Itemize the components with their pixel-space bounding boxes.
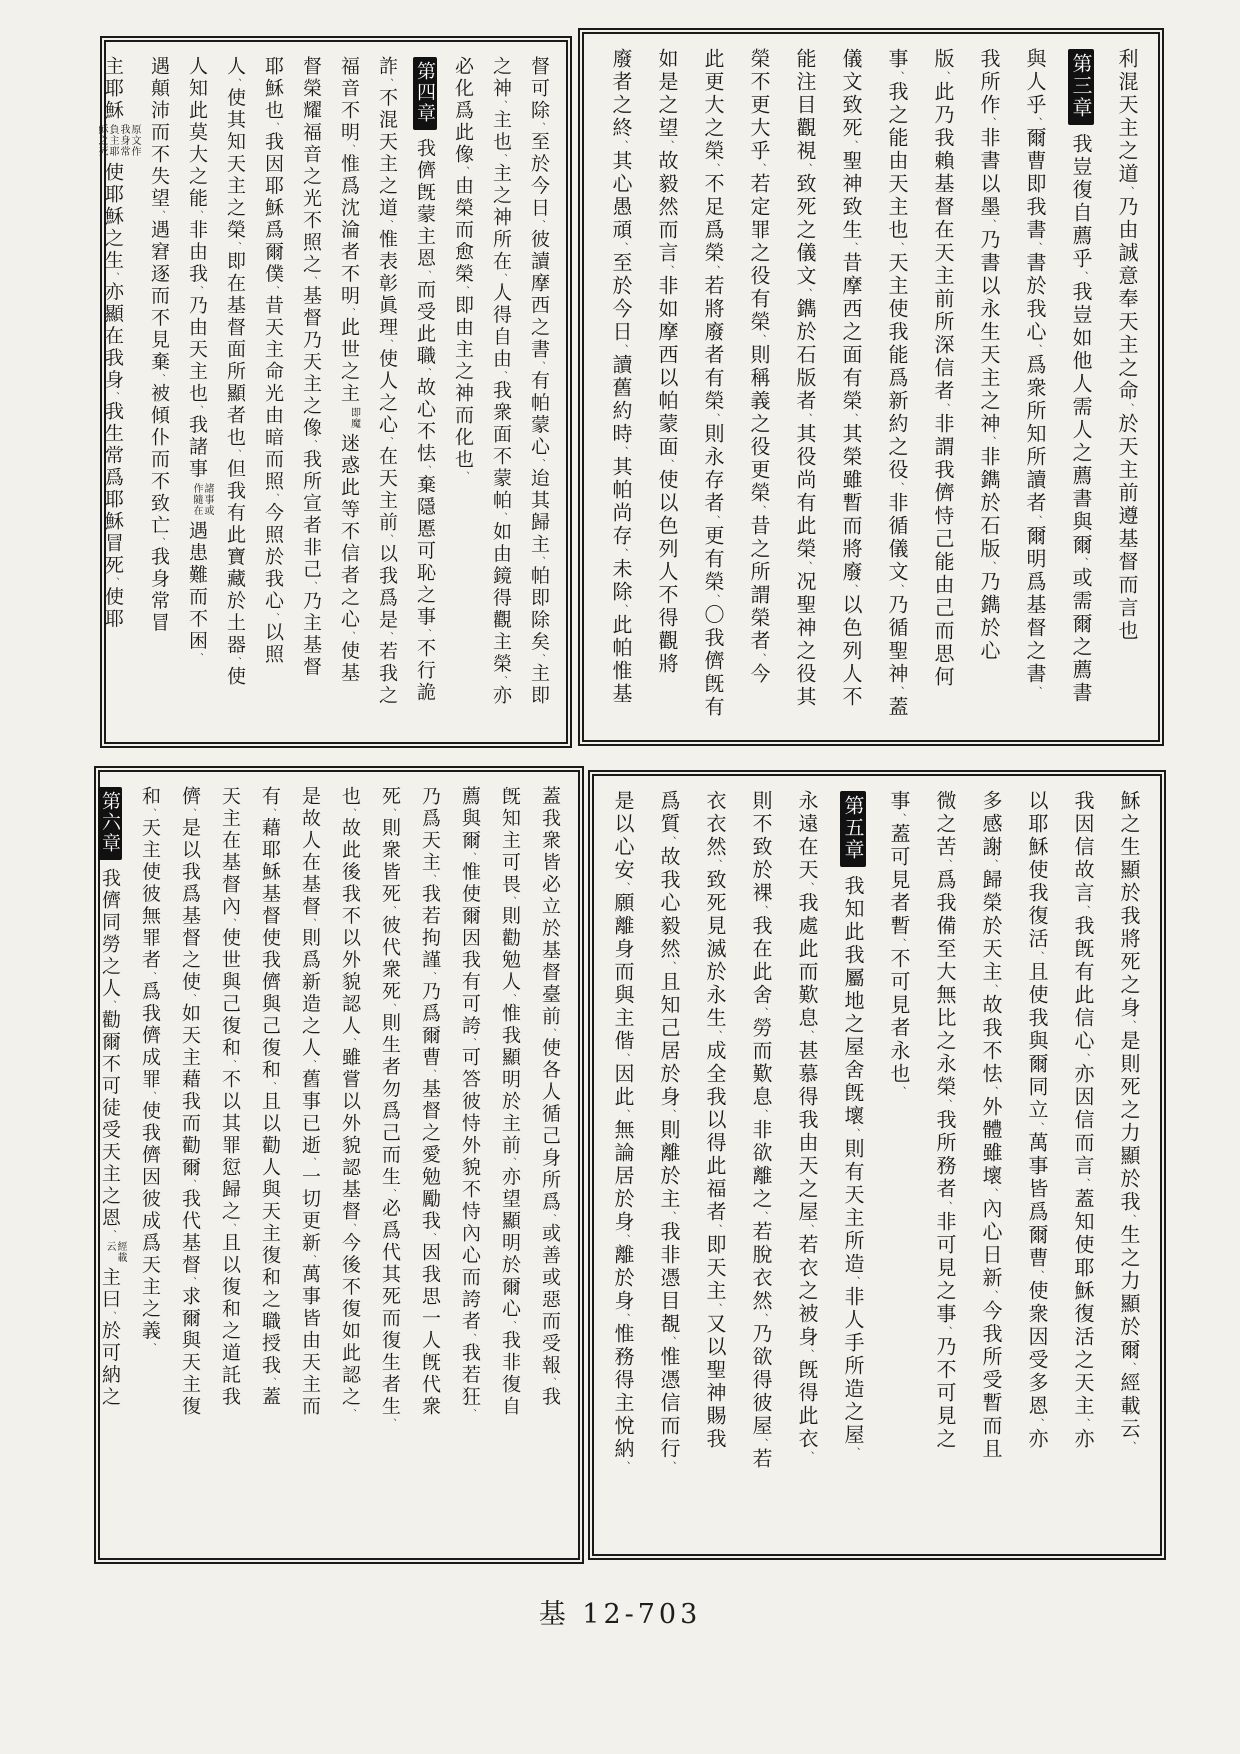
- punctuation-mark: 、: [984, 219, 995, 229]
- punctuation-mark: 、: [800, 288, 811, 298]
- punctuation-mark: 、: [984, 436, 995, 446]
- text-block-bottom-right: [588, 770, 1166, 1560]
- punctuation-mark: 、: [618, 882, 629, 892]
- text-column: 是故人在基督、則爲新造之人、舊事已逝、一切更新、萬事皆由天主而: [299, 786, 321, 1418]
- punctuation-mark: 、: [420, 367, 431, 377]
- text-column: 第四章我儕旣蒙主恩、而受此職、故心不怯、棄隱慝可恥之事、不行詭: [406, 56, 444, 728]
- punctuation-mark: 、: [1030, 242, 1041, 252]
- punctuation-mark: 、: [986, 1290, 997, 1300]
- punctuation-mark: 、: [465, 1408, 476, 1418]
- punctuation-mark: 、: [984, 561, 995, 571]
- punctuation-mark: 、: [230, 78, 241, 88]
- punctuation-mark: 、: [496, 370, 507, 380]
- punctuation-mark: 、: [848, 1128, 859, 1138]
- punctuation-mark: 、: [1032, 1270, 1043, 1280]
- punctuation-mark: 、: [756, 1313, 767, 1323]
- punctuation-mark: 、: [306, 581, 317, 591]
- text-column: 永遠在天、我處此而歎息、甚慕得我由天之屋、若衣之被身、旣得此衣、: [795, 790, 819, 1461]
- text-column: 必化爲此像、由榮而愈榮、即由主之神而化也、: [452, 56, 474, 481]
- punctuation-mark: 、: [1124, 1362, 1135, 1372]
- punctuation-mark: 、: [108, 577, 119, 587]
- text-column: 多感謝、歸榮於天主、故我不怯、外體雖壞、內心日新、今我所受暫而且: [979, 790, 1003, 1461]
- text-column: 督可除、至於今日、彼讀摩西之書、有帕蒙心、迨其歸主、帕即除矣、主即: [528, 56, 550, 707]
- punctuation-mark: 、: [802, 1030, 813, 1040]
- punctuation-mark: 、: [465, 852, 476, 862]
- punctuation-mark: 、: [145, 971, 156, 981]
- punctuation-mark: 、: [618, 1461, 629, 1471]
- punctuation-mark: 、: [892, 242, 903, 252]
- punctuation-mark: 、: [1032, 1122, 1043, 1132]
- text-block-top-left: [96, 36, 572, 748]
- punctuation-mark: 、: [458, 285, 469, 295]
- text-column: 詐、不混天主之道、惟表彰眞理、使人之心、在天主前、以我爲是、若我之: [376, 56, 398, 707]
- punctuation-mark: 、: [662, 265, 673, 275]
- text-column: 第六章我儕同勞之人、勸爾不可徒受天主之恩、經載云主曰、於可納之: [90, 786, 130, 1544]
- punctuation-mark: 、: [618, 1313, 629, 1323]
- punctuation-mark: 、: [846, 584, 857, 594]
- text-column: 旣知主可畏、則勸勉人、惟我顯明於主前、亦望顯明於爾心、我非復自: [499, 786, 521, 1418]
- text-column: 儀文致死、聖神致生、昔摩西之面有榮、其榮雖暫而將廢、以色列人不: [839, 48, 863, 709]
- punctuation-mark: 、: [756, 1211, 767, 1221]
- text-column: 人、使其知天主之榮、即在基督面所顯者也、但我有此寶藏於土器、使: [224, 56, 246, 688]
- chapter-heading: 第四章: [413, 57, 437, 130]
- punctuation-mark: 、: [385, 1188, 396, 1198]
- punctuation-mark: 、: [385, 808, 396, 818]
- punctuation-mark: 、: [534, 219, 545, 229]
- punctuation-mark: 、: [708, 594, 719, 604]
- punctuation-mark: 、: [385, 1003, 396, 1013]
- punctuation-mark: 、: [108, 391, 119, 401]
- punctuation-mark: 、: [708, 265, 719, 275]
- punctuation-mark: 、: [1078, 1053, 1089, 1063]
- text-column: 乃爲天主、我若拘謹、乃爲爾曹、基督之愛勉勵我、因我思一人旣代衆: [419, 786, 441, 1418]
- punctuation-mark: 、: [225, 918, 236, 928]
- punctuation-mark: 、: [938, 71, 949, 81]
- punctuation-mark: 、: [894, 1086, 905, 1096]
- text-column: 爲質、故我心毅然、且知己居於身、則離於主、我非憑目覩、惟憑信而行、: [657, 790, 681, 1471]
- text-column: 儕、是以我爲基督之使、如天主藉我而勸爾、我代基督、求爾與天主復: [179, 786, 201, 1418]
- text-column: 天主在基督內、使世與己復和、不以其罪愆歸之、且以復和之道託我: [219, 786, 241, 1409]
- text-column: 薦與爾、惟使爾因我有可誇、可答彼恃外貌不恃內心而誇者、我若狂、: [459, 786, 481, 1418]
- punctuation-mark: 、: [425, 1232, 436, 1242]
- chapter-heading: 第三章: [1068, 49, 1094, 125]
- punctuation-mark: 、: [846, 242, 857, 252]
- punctuation-mark: 、: [848, 1276, 859, 1286]
- punctuation-mark: 、: [664, 1336, 675, 1346]
- text-column: 遇顛沛而不失望、遇窘逐而不見棄、被傾仆而不致亡、我身常冒: [148, 56, 170, 635]
- punctuation-mark: 、: [345, 808, 356, 818]
- punctuation-mark: 、: [754, 505, 765, 515]
- punctuation-mark: 、: [534, 361, 545, 371]
- punctuation-mark: 、: [800, 413, 811, 423]
- text-column: 福音不明、惟爲沈淪者不明、此世之主即魔迷惑此等不信者之心、使基: [338, 56, 360, 685]
- text-column: 督榮耀福音之光不照之、基督乃天主之像、我所宣者非己、乃主基督: [300, 56, 322, 679]
- punctuation-mark: 、: [496, 675, 507, 685]
- punctuation-mark: 、: [505, 993, 516, 1003]
- punctuation-mark: 、: [846, 140, 857, 150]
- punctuation-mark: 、: [105, 1311, 116, 1321]
- punctuation-mark: 、: [265, 1377, 276, 1387]
- punctuation-mark: 、: [185, 1179, 196, 1189]
- punctuation-mark: 、: [664, 1211, 675, 1221]
- punctuation-mark: 、: [505, 1157, 516, 1167]
- punctuation-mark: 、: [802, 1349, 813, 1359]
- text-column: 則不致於裸、我在此舍、勞而歎息、非欲離之、若脫衣然、乃欲得彼屋、若: [749, 790, 773, 1471]
- punctuation-mark: 、: [385, 905, 396, 915]
- punctuation-mark: 、: [534, 556, 545, 566]
- punctuation-mark: 、: [268, 612, 279, 622]
- text-column: 與人乎、爾曹即我書、書於我心、爲衆所知所讀者、爾明爲基督之書、: [1023, 48, 1047, 696]
- punctuation-mark: 、: [894, 938, 905, 948]
- punctuation-mark: 、: [664, 1461, 675, 1471]
- inline-annotation-note: 經載云: [104, 1241, 126, 1263]
- punctuation-mark: 、: [710, 1030, 721, 1040]
- punctuation-mark: 、: [940, 1099, 951, 1109]
- punctuation-mark: 、: [305, 918, 316, 928]
- punctuation-mark: 、: [894, 813, 905, 823]
- punctuation-mark: 、: [1078, 1178, 1089, 1188]
- punctuation-mark: 、: [892, 584, 903, 594]
- punctuation-mark: 、: [192, 285, 203, 295]
- punctuation-mark: 、: [710, 1224, 721, 1234]
- punctuation-mark: 、: [382, 534, 393, 544]
- punctuation-mark: 、: [1032, 951, 1043, 961]
- punctuation-mark: 、: [534, 653, 545, 663]
- punctuation-mark: 、: [1030, 117, 1041, 127]
- punctuation-mark: 、: [306, 276, 317, 286]
- punctuation-mark: 、: [534, 458, 545, 468]
- punctuation-mark: 、: [265, 1081, 276, 1091]
- punctuation-mark: 、: [505, 1320, 516, 1330]
- punctuation-mark: 、: [708, 163, 719, 173]
- text-column: 穌之生顯於我將死之身、是則死之力顯於我、生之力顯於爾、經載云、: [1117, 790, 1141, 1451]
- punctuation-mark: 、: [420, 465, 431, 475]
- punctuation-mark: 、: [458, 166, 469, 176]
- punctuation-mark: 、: [708, 413, 719, 423]
- punctuation-mark: 、: [344, 307, 355, 317]
- punctuation-mark: 、: [848, 1447, 859, 1457]
- text-column: 事、我之能由天主也、天主使我能爲新約之役、非循儀文、乃循聖神、蓋: [885, 48, 909, 719]
- punctuation-mark: 、: [664, 836, 675, 846]
- text-column: 是以心安、願離身而與主偕、因此、無論居於身、離於身、惟務得主悅納、: [611, 790, 635, 1471]
- punctuation-mark: 、: [154, 373, 165, 383]
- punctuation-mark: 、: [1078, 905, 1089, 915]
- punctuation-mark: 、: [1122, 186, 1133, 196]
- punctuation-mark: 、: [425, 874, 436, 884]
- text-column: 蓋我衆皆必立於基督臺前、使各人循己身所爲、或善或惡而受報、我: [539, 786, 561, 1409]
- punctuation-mark: 、: [265, 808, 276, 818]
- text-column: 也、故此後我不以外貌認人、雖嘗以外貌認基督、今後不復如此認之、: [339, 786, 361, 1418]
- punctuation-mark: 、: [145, 808, 156, 818]
- page-number: 基 12-703: [538, 1599, 702, 1630]
- punctuation-mark: 、: [306, 439, 317, 449]
- punctuation-mark: 、: [756, 905, 767, 915]
- punctuation-mark: 、: [616, 140, 627, 150]
- punctuation-mark: 、: [1030, 515, 1041, 525]
- punctuation-mark: 、: [710, 859, 721, 869]
- punctuation-mark: 、: [496, 512, 507, 522]
- punctuation-mark: 、: [230, 656, 241, 666]
- punctuation-mark: 、: [710, 1303, 721, 1313]
- punctuation-mark: 、: [1124, 1214, 1135, 1224]
- punctuation-mark: 、: [662, 140, 673, 150]
- punctuation-mark: 、: [618, 1053, 629, 1063]
- inline-annotation-note: 即魔: [348, 407, 360, 429]
- punctuation-mark: 、: [305, 1059, 316, 1069]
- punctuation-mark: 、: [940, 1326, 951, 1336]
- punctuation-mark: 、: [192, 405, 203, 415]
- punctuation-mark: 、: [185, 808, 196, 818]
- punctuation-mark: 、: [420, 270, 431, 280]
- punctuation-mark: 、: [385, 1418, 396, 1428]
- punctuation-mark: 、: [105, 1229, 116, 1239]
- text-block-top-right: [578, 28, 1164, 746]
- punctuation-mark: 、: [345, 1223, 356, 1233]
- punctuation-mark: 、: [940, 859, 951, 869]
- punctuation-mark: 、: [305, 1254, 316, 1264]
- punctuation-mark: 、: [185, 1276, 196, 1286]
- punctuation-mark: 、: [145, 1091, 156, 1101]
- punctuation-mark: 、: [664, 961, 675, 971]
- text-column: 第三章我豈復自薦乎、我豈如他人需人之薦書與爾、或需爾之薦書: [1058, 48, 1104, 726]
- punctuation-mark: 、: [154, 210, 165, 220]
- punctuation-mark: 、: [505, 896, 516, 906]
- punctuation-mark: 、: [754, 334, 765, 344]
- punctuation-mark: 、: [268, 493, 279, 503]
- text-column: 此更大之榮、不足爲榮、若將廢者有榮、則永存者、更有榮、〇我儕旣有: [701, 48, 725, 719]
- punctuation-mark: 、: [425, 1069, 436, 1079]
- punctuation-mark: 、: [938, 403, 949, 413]
- inline-annotation-note: 原文作我身常負主耶穌之死: [96, 124, 140, 157]
- text-column: 人知此莫大之能、非由我、乃由天主也、我諸事諸事或作隨在遇患難而不困、: [186, 56, 213, 662]
- punctuation-mark: 、: [1032, 1418, 1043, 1428]
- text-column: 死、則衆皆死、彼代衆死、則生者勿爲己而生、必爲代其死而復生者生、: [379, 786, 401, 1428]
- text-column: 我所作、非書以墨、乃書以永生天主之神、非鐫於石版、乃鐫於心: [977, 48, 1001, 663]
- punctuation-mark: 、: [892, 71, 903, 81]
- punctuation-mark: 、: [708, 515, 719, 525]
- punctuation-mark: 、: [1076, 271, 1087, 281]
- punctuation-mark: 、: [230, 241, 241, 251]
- punctuation-mark: 、: [802, 882, 813, 892]
- punctuation-mark: 、: [545, 1377, 556, 1387]
- punctuation-mark: 、: [465, 1037, 476, 1047]
- punctuation-mark: 、: [192, 652, 203, 662]
- text-column: 主耶穌原文作我身常負主耶穌之死使耶穌之生、亦顯在我身、我生常爲耶穌冒死、使耶: [96, 56, 140, 631]
- punctuation-mark: 、: [616, 242, 627, 252]
- punctuation-mark: 、: [756, 1438, 767, 1448]
- punctuation-mark: 、: [986, 984, 997, 994]
- inline-annotation-note: 諸事或作隨在: [191, 482, 213, 516]
- punctuation-mark: 、: [1030, 344, 1041, 354]
- punctuation-mark: 、: [496, 153, 507, 163]
- punctuation-mark: 、: [420, 628, 431, 638]
- text-column: 廢者之終、其心愚頑、至於今日、讀舊約時、其帕尚存、未除、此帕惟基: [609, 48, 633, 706]
- punctuation-mark: 、: [1076, 557, 1087, 567]
- punctuation-mark: 、: [754, 163, 765, 173]
- punctuation-mark: 、: [664, 1109, 675, 1119]
- punctuation-mark: 、: [616, 344, 627, 354]
- punctuation-mark: 、: [616, 548, 627, 558]
- punctuation-mark: 、: [185, 993, 196, 1003]
- punctuation-mark: 、: [892, 482, 903, 492]
- chapter-heading: 第五章: [840, 791, 866, 867]
- punctuation-mark: 、: [756, 1109, 767, 1119]
- punctuation-mark: 、: [105, 1000, 116, 1010]
- text-column: 版、此乃我賴基督在天主前所深信者、非謂我儕恃己能由己而思何: [931, 48, 955, 689]
- text-column: 事、蓋可見者暫、不可見者永也、: [887, 790, 911, 1096]
- punctuation-mark: 、: [496, 273, 507, 283]
- punctuation-mark: 、: [1030, 686, 1041, 696]
- text-column: 利混天主之道、乃由誠意奉天主之命、於天主前遵基督而言也: [1115, 48, 1139, 643]
- punctuation-mark: 、: [108, 272, 119, 282]
- text-column: 榮不更大乎、若定罪之役有榮、則稱義之役更榮、昔之所謂榮者、今: [747, 48, 771, 686]
- punctuation-mark: 、: [802, 1451, 813, 1461]
- punctuation-mark: 、: [986, 1188, 997, 1198]
- punctuation-mark: 、: [1078, 1418, 1089, 1428]
- text-column: 衣衣然、致死見滅於永生、成全我以得此福者、即天主、又以聖神賜我: [703, 790, 727, 1451]
- text-column: 我因信故言、我旣有此信心、亦因信而言、蓋知使耶穌復活之天主、亦: [1071, 790, 1095, 1451]
- punctuation-mark: 、: [802, 1224, 813, 1234]
- punctuation-mark: 、: [382, 78, 393, 88]
- punctuation-mark: 、: [344, 631, 355, 641]
- chapter-heading: 第六章: [98, 787, 122, 860]
- punctuation-mark: 、: [892, 686, 903, 696]
- punctuation-mark: 、: [465, 1333, 476, 1343]
- text-column: 微之苦、爲我備至大無比之永榮、我所務者、非可見之事、乃不可見之: [933, 790, 957, 1451]
- punctuation-mark: 、: [230, 449, 241, 459]
- punctuation-mark: 、: [344, 144, 355, 154]
- text-column: 能注目觀視、致死之儀文、鐫於石版者、其役尚有此榮、况聖神之役其: [793, 48, 817, 709]
- text-column: 有、藉耶穌基督使我儕與己復和、且以勸人與天主復和之職授我、蓋: [259, 786, 281, 1409]
- punctuation-mark: 、: [225, 1223, 236, 1233]
- punctuation-mark: 、: [1124, 1441, 1135, 1451]
- punctuation-mark: 、: [534, 122, 545, 132]
- punctuation-mark: 、: [545, 1028, 556, 1038]
- punctuation-mark: 、: [496, 100, 507, 110]
- punctuation-mark: 、: [800, 163, 811, 173]
- punctuation-mark: 、: [382, 631, 393, 641]
- punctuation-mark: 、: [986, 1086, 997, 1096]
- punctuation-mark: 、: [305, 1157, 316, 1167]
- punctuation-mark: 、: [345, 1037, 356, 1047]
- punctuation-mark: 、: [1122, 403, 1133, 413]
- punctuation-mark: 、: [382, 339, 393, 349]
- punctuation-mark: 、: [145, 1342, 156, 1352]
- punctuation-mark: 、: [940, 1201, 951, 1211]
- punctuation-mark: 、: [986, 859, 997, 869]
- punctuation-mark: 、: [616, 446, 627, 456]
- punctuation-mark: 、: [192, 210, 203, 220]
- text-column: 以耶穌使我復活、且使我與爾同立、萬事皆爲爾曹、使衆因受多恩、亦: [1025, 790, 1049, 1451]
- text-column: 耶穌也、我因耶穌爲爾僕、昔天主命光由暗而照、今照於我心、以照: [262, 56, 284, 666]
- punctuation-mark: 、: [846, 413, 857, 423]
- punctuation-mark: 、: [382, 436, 393, 446]
- text-column: 之神、主也、主之神所在、人得自由、我衆面不蒙帕、如由鏡得觀主榮、亦: [490, 56, 512, 707]
- punctuation-mark: 、: [225, 1059, 236, 1069]
- punctuation-mark: 、: [382, 219, 393, 229]
- punctuation-mark: 、: [616, 604, 627, 614]
- punctuation-mark: 、: [800, 561, 811, 571]
- punctuation-mark: 、: [268, 122, 279, 132]
- punctuation-mark: 、: [618, 1234, 629, 1244]
- punctuation-mark: 、: [545, 1213, 556, 1223]
- punctuation-mark: 、: [756, 1007, 767, 1017]
- punctuation-mark: 、: [984, 117, 995, 127]
- punctuation-mark: 、: [662, 459, 673, 469]
- text-column: 如是之望、故毅然而言、非如摩西以帕蒙面、使以色列人不得觀將: [655, 48, 679, 676]
- text-column: 和、天主使彼無罪者、爲我儕成罪、使我儕因彼成爲天主之義、: [139, 786, 161, 1352]
- punctuation-mark: 、: [618, 1109, 629, 1119]
- punctuation-mark: 、: [154, 537, 165, 547]
- text-block-bottom-left: [94, 766, 584, 1564]
- punctuation-mark: 、: [458, 471, 469, 481]
- punctuation-mark: 、: [1124, 1020, 1135, 1030]
- punctuation-mark: 、: [345, 1408, 356, 1418]
- punctuation-mark: 、: [754, 653, 765, 663]
- punctuation-mark: 、: [425, 971, 436, 981]
- punctuation-mark: 、: [268, 285, 279, 295]
- text-column: 第五章我知此我屬地之屋舍旣壞、則有天主所造、非人手所造之屋、: [830, 790, 876, 1540]
